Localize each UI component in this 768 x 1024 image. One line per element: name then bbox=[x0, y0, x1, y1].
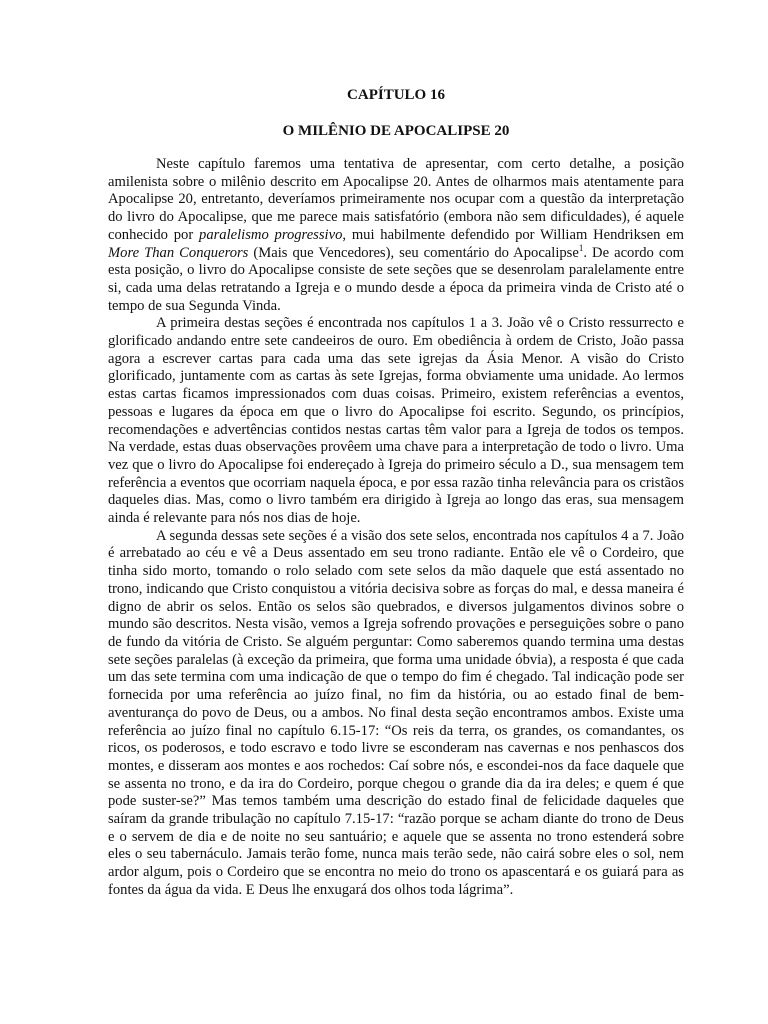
chapter-number: CAPÍTULO 16 bbox=[347, 87, 445, 103]
paragraph-1 bbox=[108, 156, 684, 315]
footnote-marker[interactable]: 1 bbox=[578, 242, 584, 253]
paragraph-1-text-a: Neste capítulo faremos uma tentativa de apresentar, com certo detalhe, a posição amilenista sobre o milênio descrito em Apocalipse 20. Antes de olharmos mais atentamente para Apocalipse 20, entretanto, deveríamos primeiramente nos ocupar com a questão da interpretação do livro do Apocalipse, que me parece mais satisfatório (embora não sem dificuldades), é aquele conhecido por bbox=[108, 156, 684, 243]
paragraph-2: A primeira destas seções é encontrada nos capítulos 1 a 3. João vê o Cristo ressurrecto e glorificado andando entre sete candeeiros de ouro. Em obediência à ordem de Cristo, João passa agora a escrever cartas para cada uma das sete igrejas da Ásia Menor. A visão do Cristo glorificado, juntamente com as cartas às sete Igrejas, forma obviamente uma unidade. Ao lermos estas cartas ficamos impressionados com duas coisas. Primeiro, existem referências a eventos, pessoas e lugares da época em que o livro do Apocalipse foi escrito. Segundo, os princípios, recomendações e advertências contidos nestas cartas têm valor para a Igreja de todos os tempos. Na verdade, estas duas observações provêem uma chave para a interpretação de todo o livro. Uma vez que o livro do Apocalipse foi endereçado à Igreja do primeiro século a D., sua mensagem tem referência a eventos que ocorriam naquela época, e por essa razão tinha relevância para os cristãos daqueles dias. Mas, como o livro também era dirigido à Igreja ao longo das eras, sua mensagem ainda é relevante para nós nos dias de hoje. bbox=[108, 315, 684, 527]
paragraph-1-text-f: . De acordo com esta posição, o livro do Apocalipse consiste de sete seções que se desenrolam paralelamente entre si, cada uma delas retratando a Igreja e o mundo desde a época da primeira vinda de Cristo até o tempo de sua Segunda Vinda. bbox=[108, 244, 684, 314]
paragraph-1-italic-term: paralelismo progressivo bbox=[199, 226, 343, 243]
paragraph-1-book-title: More Than Conquerors bbox=[108, 244, 249, 261]
paragraph-1-text-e: (Mais que Vencedores), seu comentário do Apocalipse bbox=[248, 244, 579, 261]
paragraph-3: A segunda dessas sete seções é a visão dos sete selos, encontrada nos capítulos 4 a 7. João é arrebatado ao céu e vê a Deus assentado em seu trono radiante. Então ele vê o Cordeiro, que tinha sido morto, tomando o rolo selado com sete selos da mão daquele que está assentado no trono, indicando que Cristo conquistou a vitória decisiva sobre as forças do mal, e dessa maneira é digno de abrir os selos. Então os selos são quebrados, e diversos julgamentos divinos sobre o mundo são descritos. Nesta visão, vemos a Igreja sofrendo provações e perseguições sobre o pano de fundo da vitória de Cristo. Se alguém perguntar: Como saberemos quando termina uma destas sete seções paralelas (à exceção da primeira, que forma uma unidade óbvia), a resposta é que cada um das sete termina com uma indicação de que o tempo do fim é chegado. Tal indicação pode ser fornecida por uma referência ao juízo final, no fim da história, ou ao estado final de bem-aventurança do povo de Deus, ou a ambos. No final desta seção encontramos ambos. Existe uma referência ao juízo final no capítulo 6.15-17: “Os reis da terra, os grandes, os comandantes, os ricos, os poderosos, e todo escravo e todo livre se esconderam nas cavernas e nos penhascos dos montes, e disseram aos montes e aos rochedos: Caí sobre nós, e escondei-nos da face daquele que se assenta no trono, e da ira do Cordeiro, porque chegou o grande dia da ira deles; e quem é que pode suster-se?” Mas temos também uma descrição do estado final de felicidade daqueles que saíram da grande tribulação no capítulo 7.15-17: “razão porque se acham diante do trono de Deus e o servem de dia e de noite no seu santuário; e aquele que se assenta no trono estenderá sobre eles o seu tabernáculo. Jamais terão fome, nunca mais terão sede, não cairá sobre eles o sol, nem ardor algum, pois o Cordeiro que se encontra no meio do trono os apascentará e os guiará para as fontes da água da vida. E Deus lhe enxugará dos olhos toda lágrima”. bbox=[108, 527, 684, 898]
paragraph-1-text-c: , mui habilmente defendido por William Hendriksen em bbox=[342, 226, 684, 243]
chapter-title: O MILÊNIO DE APOCALIPSE 20 bbox=[282, 123, 510, 139]
